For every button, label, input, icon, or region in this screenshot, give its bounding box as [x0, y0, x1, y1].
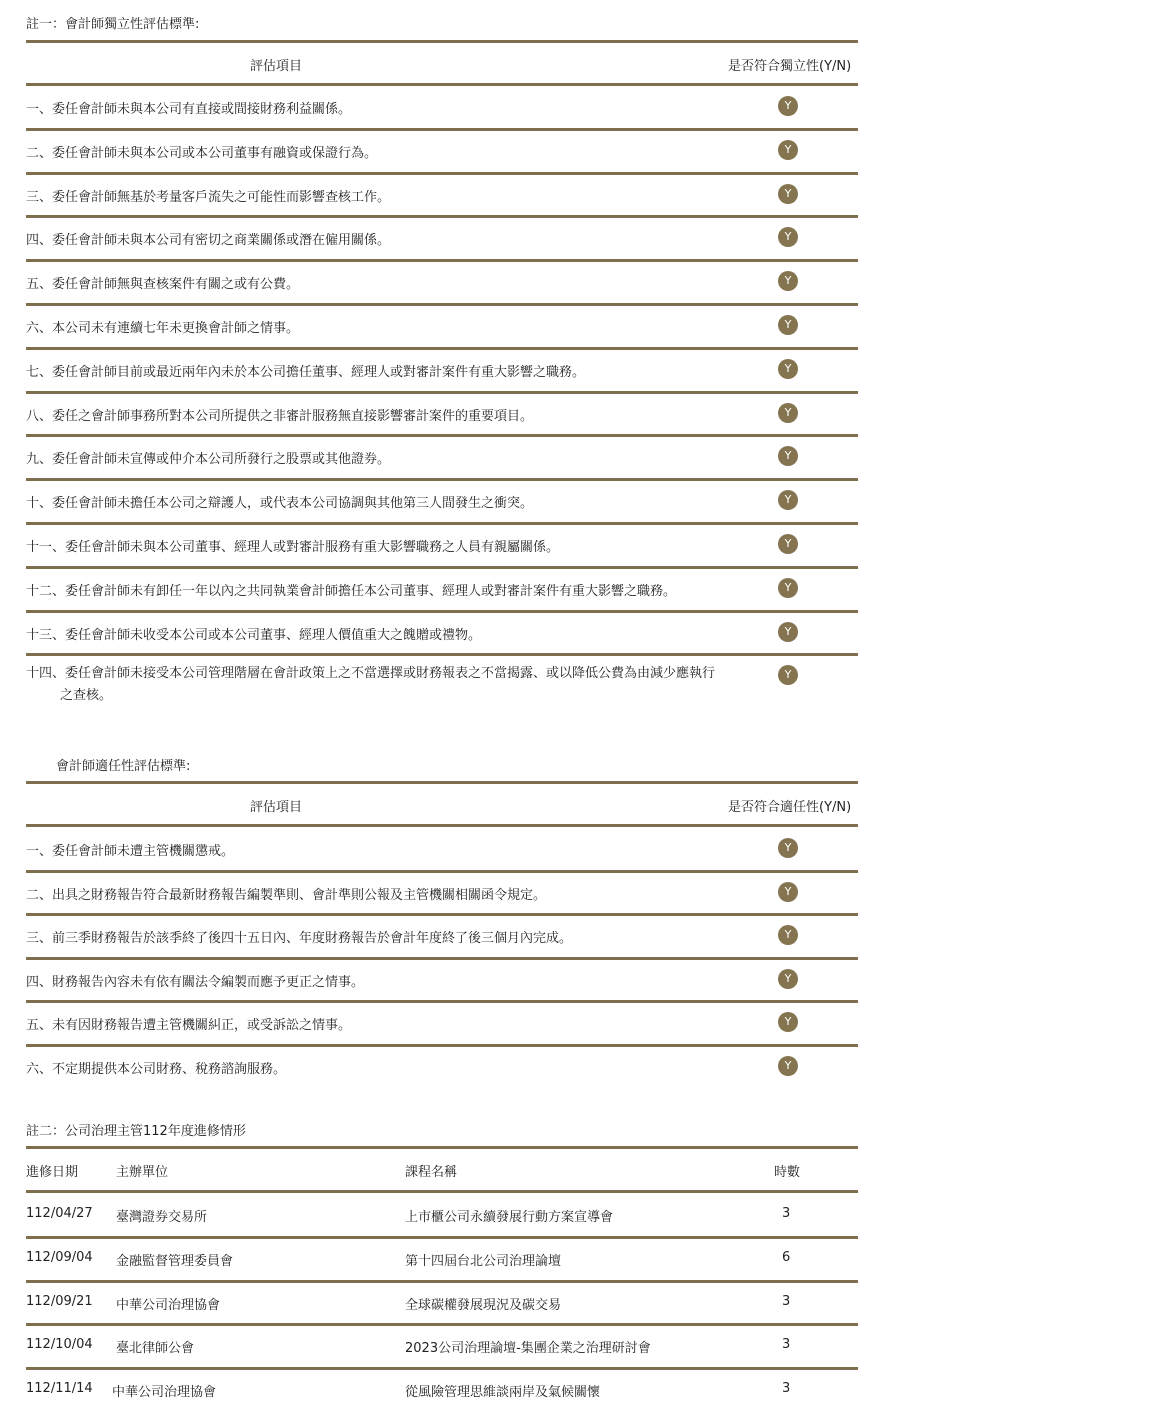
criterion-text: 十、委任會計師未擔任本公司之辯護人，或代表本公司協調與其他第三人間發生之衝突。 [26, 496, 534, 512]
note2-title: 註二：公司治理主管112年度進修情形 [26, 1124, 246, 1139]
date-cell: 112/04/27 [26, 1206, 93, 1221]
table-row [26, 392, 858, 436]
table-row [26, 827, 858, 871]
compliance-badge: Y [778, 534, 798, 554]
hours-cell: 3 [782, 1337, 791, 1353]
criterion-text: 四、財務報告內容未有依有關法令編製而應予更正之情事。 [26, 974, 365, 990]
compliance-badge: Y [778, 578, 798, 598]
table-row [26, 958, 858, 1002]
date-cell: 112/09/21 [26, 1293, 93, 1309]
course-cell: 上市櫃公司永續發展行動方案宣導會 [405, 1210, 614, 1225]
organizer-cell: 臺北律師公會 [116, 1341, 195, 1357]
criterion-text: 六、本公司未有連續七年未更換會計師之情事。 [26, 321, 300, 336]
table-row [26, 567, 858, 611]
table-rule [26, 1146, 858, 1149]
table-row [26, 654, 858, 704]
criterion-text: 十二、委任會計師未有卸任一年以內之共同執業會計師擔任本公司董事、經理人或對審計案件有重大影響之職務。 [26, 583, 677, 599]
criterion-text: 一、委任會計師未遭主管機關懲戒。 [26, 844, 235, 859]
criterion-text: 二、出具之財務報告符合最新財務報告編製準則、會計準則公報及主管機關相關函令規定。 [26, 887, 547, 903]
date-cell: 112/10/04 [26, 1337, 93, 1353]
table-row [26, 1193, 858, 1237]
column-header-compliance: 是否符合適任性(Y/N) [728, 800, 852, 815]
compliance-badge: Y [778, 622, 798, 642]
criterion-text: 三、前三季財務報告於該季終了後四十五日內、年度財務報告於會計年度終了後三個月內完成。 [26, 931, 573, 947]
compliance-badge: Y [778, 490, 798, 510]
criterion-text: 八、委任之會計師事務所對本公司所提供之非審計服務無直接影響審計案件的重要項目。 [26, 408, 534, 424]
criterion-text: 十三、委任會計師未收受本公司或本公司董事、經理人價值重大之餽贈或禮物。 [26, 627, 482, 643]
course-cell: 從風險管理思維談兩岸及氣候關懷 [405, 1385, 601, 1401]
table-row [26, 1368, 858, 1412]
column-header-compliance: 是否符合獨立性(Y/N) [728, 59, 852, 74]
criterion-text: 五、委任會計師無與查核案件有關之或有公費。 [26, 277, 300, 293]
note1-title: 註一：會計師獨立性評估標準: [26, 17, 200, 32]
column-header-item: 評估項目 [250, 800, 303, 815]
criterion-text: 二、委任會計師未與本公司或本公司董事有融資或保證行為。 [26, 145, 378, 161]
table-row [26, 304, 858, 348]
column-header-course: 課程名稱 [405, 1165, 458, 1180]
table-row [26, 1324, 858, 1368]
compliance-badge: Y [778, 315, 798, 335]
organizer-cell: 中華公司治理協會 [112, 1385, 217, 1401]
compliance-badge: Y [778, 359, 798, 379]
criterion-text: 十四、委任會計師未接受本公司管理階層在會計政策上之不當選擇或財務報表之不當揭露、或以降低公費為由減少應執行之查核。 [26, 666, 716, 704]
compliance-badge: Y [778, 403, 798, 423]
compliance-badge: Y [778, 665, 798, 685]
organizer-cell: 中華公司治理協會 [116, 1297, 221, 1313]
table-row [26, 348, 858, 392]
table-row [26, 914, 858, 958]
table-row [26, 1237, 858, 1281]
table-row [26, 611, 858, 655]
compliance-badge: Y [778, 271, 798, 291]
criterion-text: 四、委任會計師未與本公司有密切之商業關係或潛在僱用關係。 [26, 233, 391, 249]
compliance-badge: Y [778, 882, 798, 902]
organizer-cell: 金融監督管理委員會 [116, 1253, 234, 1269]
table-row [26, 435, 858, 479]
compliance-badge: Y [778, 446, 798, 466]
compliance-badge: Y [778, 925, 798, 945]
course-cell: 第十四屆台北公司治理論壇 [405, 1253, 562, 1269]
table-row [26, 129, 858, 173]
criterion-text: 九、委任會計師未宣傳或仲介本公司所發行之股票或其他證券。 [26, 452, 391, 468]
column-header-organizer: 主辦單位 [116, 1165, 169, 1180]
table-row [26, 523, 858, 567]
table-row [26, 1281, 858, 1325]
compliance-badge: Y [778, 969, 798, 989]
table-row [26, 479, 858, 523]
criterion-text: 五、未有因財務報告遭主管機關糾正，或受訴訟之情事。 [26, 1018, 352, 1034]
table-row [26, 260, 858, 304]
date-cell: 112/11/14 [26, 1381, 93, 1397]
table-row [26, 85, 858, 129]
date-cell: 112/09/04 [26, 1249, 93, 1265]
criterion-text: 七、委任會計師目前或最近兩年內未於本公司擔任董事、經理人或對審計案件有重大影響之職務。 [26, 364, 586, 380]
table-row [26, 216, 858, 260]
compliance-badge: Y [778, 96, 798, 116]
hours-cell: 3 [782, 1293, 791, 1309]
compliance-badge: Y [778, 838, 798, 858]
criterion-text: 一、委任會計師未與本公司有直接或間接財務利益關係。 [26, 102, 352, 117]
compliance-badge: Y [778, 1012, 798, 1032]
table-rule [26, 40, 858, 43]
table-rule [26, 781, 858, 784]
compliance-badge: Y [778, 1056, 798, 1076]
hours-cell: 3 [782, 1381, 791, 1397]
course-cell: 全球碳權發展現況及碳交易 [405, 1297, 562, 1313]
table-row [26, 1001, 858, 1045]
hours-cell: 3 [782, 1206, 791, 1221]
suitability-title: 會計師適任性評估標準: [56, 759, 191, 774]
column-header-item: 評估項目 [250, 59, 303, 74]
table-row [26, 871, 858, 915]
column-header-date: 進修日期 [26, 1165, 79, 1180]
compliance-badge: Y [778, 227, 798, 247]
hours-cell: 6 [782, 1249, 791, 1265]
table-row [26, 173, 858, 217]
organizer-cell: 臺灣證券交易所 [116, 1210, 208, 1225]
criterion-text: 六、不定期提供本公司財務、稅務諮詢服務。 [26, 1062, 287, 1077]
table-row [26, 1045, 858, 1089]
course-cell: 2023公司治理論壇-集團企業之治理研討會 [405, 1341, 651, 1357]
compliance-badge: Y [778, 184, 798, 204]
criterion-text: 十一、委任會計師未與本公司董事、經理人或對審計服務有重大影響職務之人員有親屬關係。 [26, 540, 560, 555]
compliance-badge: Y [778, 140, 798, 160]
column-header-hours: 時數 [774, 1165, 801, 1180]
criterion-text: 三、委任會計師無基於考量客戶流失之可能性而影響查核工作。 [26, 189, 391, 205]
